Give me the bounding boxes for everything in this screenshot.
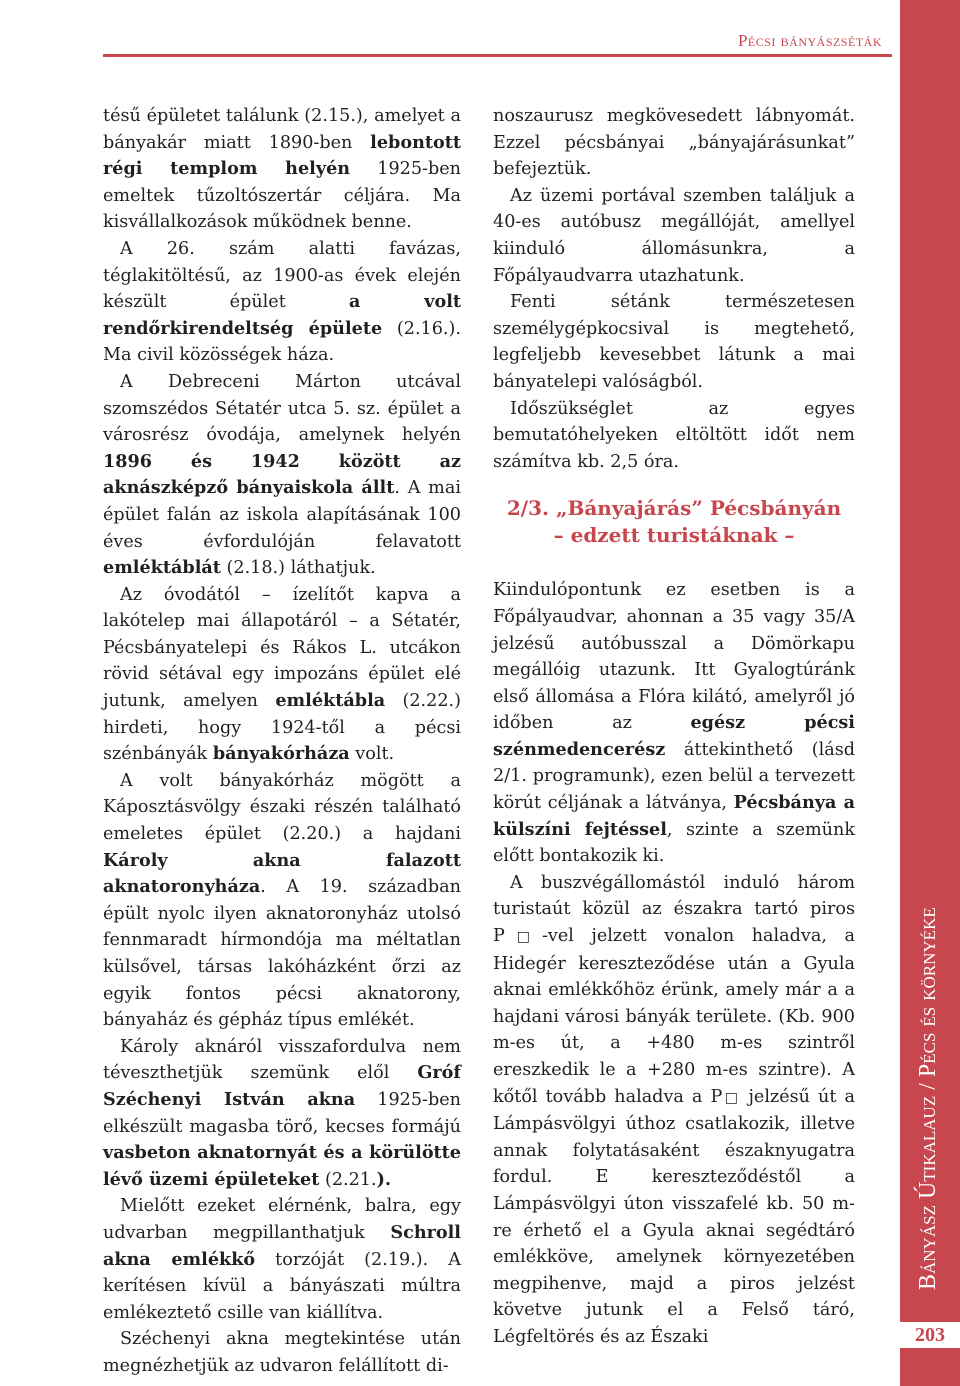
paragraph: Időszükséglet az egyes bemutatóhelyeken eltöltött időt nem számítva kb. 2,5 óra. — [493, 398, 855, 472]
paragraph: Az üzemi portával szemben találjuk a 40-es autóbusz megállóját, amellyel kiinduló állomásunkra, a Főpályaudvarra utazhatunk. — [493, 185, 855, 286]
paragraph: Széchenyi akna megtekintése után megnézhetjük az udvaron felállított di- — [103, 1329, 461, 1376]
square-symbol: □ — [722, 1089, 741, 1106]
paragraph: Mielőtt ezeket elérnénk, balra, egy udvarban megpillanthatjuk Schroll akna emlékkő torzóját (2.19.). A kerítésen kívül a bányászati múltra emlékeztető csille van kiállítva. — [103, 1196, 461, 1323]
paragraph: Az óvodától – ízelítőt kapva a lakótelep mai állapotáról – a Sétatér, Pécsbányatelepi és Rákos L. utcákon rövid sétával egy impozáns épület elé jutunk, amelyen emléktábla (2.22.) hirdeti, hogy 1924-től a pécsi szénbányák bányakórháza volt. — [103, 584, 461, 765]
section-title-line-2: – edzett turistáknak – — [553, 523, 795, 548]
paragraph: Károly aknáról visszafordulva nem téveszthetjük szemünk elől Gróf Széchenyi István akna 1925-ben elkészült magasba törő, kecses formájú vasbeton aknatornyát és a körülötte lévő üzemi épületeket (2.21.). — [103, 1036, 461, 1190]
book-title-vertical: Bányász Útikalauz / Pécs és környéke — [915, 907, 941, 1290]
paragraph: tésű épületet találunk (2.15.), amelyet a bányakár miatt 1890-ben lebontott régi templom helyén 1925-ben emeltek tűzoltószertár céljára. Ma kisvállalkozások működnek benne. — [103, 106, 461, 233]
left-column — [103, 103, 461, 1380]
paragraph: Fenti sétánk természetesen személygépkocsival is megtehető, legfeljebb kevesebbet látunk a mai bányatelepi valóságból. — [493, 292, 855, 392]
right-column — [493, 103, 855, 1351]
page-number: 203 — [900, 1322, 960, 1348]
paragraph: A Debreceni Márton utcával szomszédos Sétatér utca 5. sz. épület a városrész óvodája, amelynek helyén 1896 és 1942 között az aknászképző bányaiskola állt. A mai épület falán az iskola alapításának 100 éves évfordulóján felavatott emléktáblát (2.18.) láthatjuk. — [103, 371, 461, 579]
square-symbol: □ — [504, 929, 542, 946]
paragraph: Kiindulópontunk ez esetben is a Főpályaudvar, ahonnan a 35 vagy 35/A jelzésű autóbusszal a Dömörkapu megállóig utazunk. Itt Gyalogtúránk első állomása a Flóra kilátó, amelyről jó időben az egész pécsi szénmedencerész áttekinthető (lásd 2/1. programunk), ezen belül a tervezett körút céljának a látványa, Pécsbánya a külszíni fejtéssel, szinte a szemünk előtt bontakozik ki. — [493, 580, 855, 867]
paragraph: A buszvégállomástól induló három turistaút közül az északra tartó piros P□-vel jelzett vonalon haladva, a Hidegér kereszteződése után a Gyula aknai emlékkőhöz érünk, amely már a a hajdani városi bányák területe. (Kb. 900 m-es út, a +480 m-es szintről ereszkedik le a +280 m-es szintre). A kőtől tovább haladva a P□ jelzésű út a Lámpásvölgyi úthoz csatlakozik, illetve annak folytatásaként északnyugatra fordul. E kereszteződéstől a Lámpásvölgyi úton visszafelé kb. 50 m-re érhető el a Gyula aknai segédtáró emlékköve, amelynek környezetében megpihenve, majd a piros jelzést követve jutunk el a Felső táró, Légfeltörés és az Északi — [493, 872, 855, 1347]
header-rule — [103, 54, 892, 57]
paragraph: noszaurusz megkövesedett lábnyomát. Ezzel pécsbányai „bányajárásunkat” befejeztük. — [493, 106, 855, 180]
section-title-line-1: 2/3. „Bányajárás” Pécsbányán — [506, 496, 842, 521]
paragraph: A volt bányakórház mögött a Káposztásvölgy északi részén található emeletes épület (2.20.) a hajdani Károly akna falazott aknatoronyháza. A 19. században épült nyolc ilyen aknatoronyház utolsó fennmaradt hírmondója ma méltatlan külsővel, társas lakóházként őrzi az egyik fontos pécsi aknatorony, bányaház és gépház típus emlékét. — [103, 770, 461, 1031]
paragraph: A 26. szám alatti favázas, téglakitöltésű, az 1900-as évek elején készült épület a volt rendőrkirendeltség épülete (2.16.). Ma civil közösségek háza. — [103, 238, 462, 366]
running-head: Pécsi bányászséták — [737, 31, 882, 50]
section-title — [493, 495, 855, 549]
